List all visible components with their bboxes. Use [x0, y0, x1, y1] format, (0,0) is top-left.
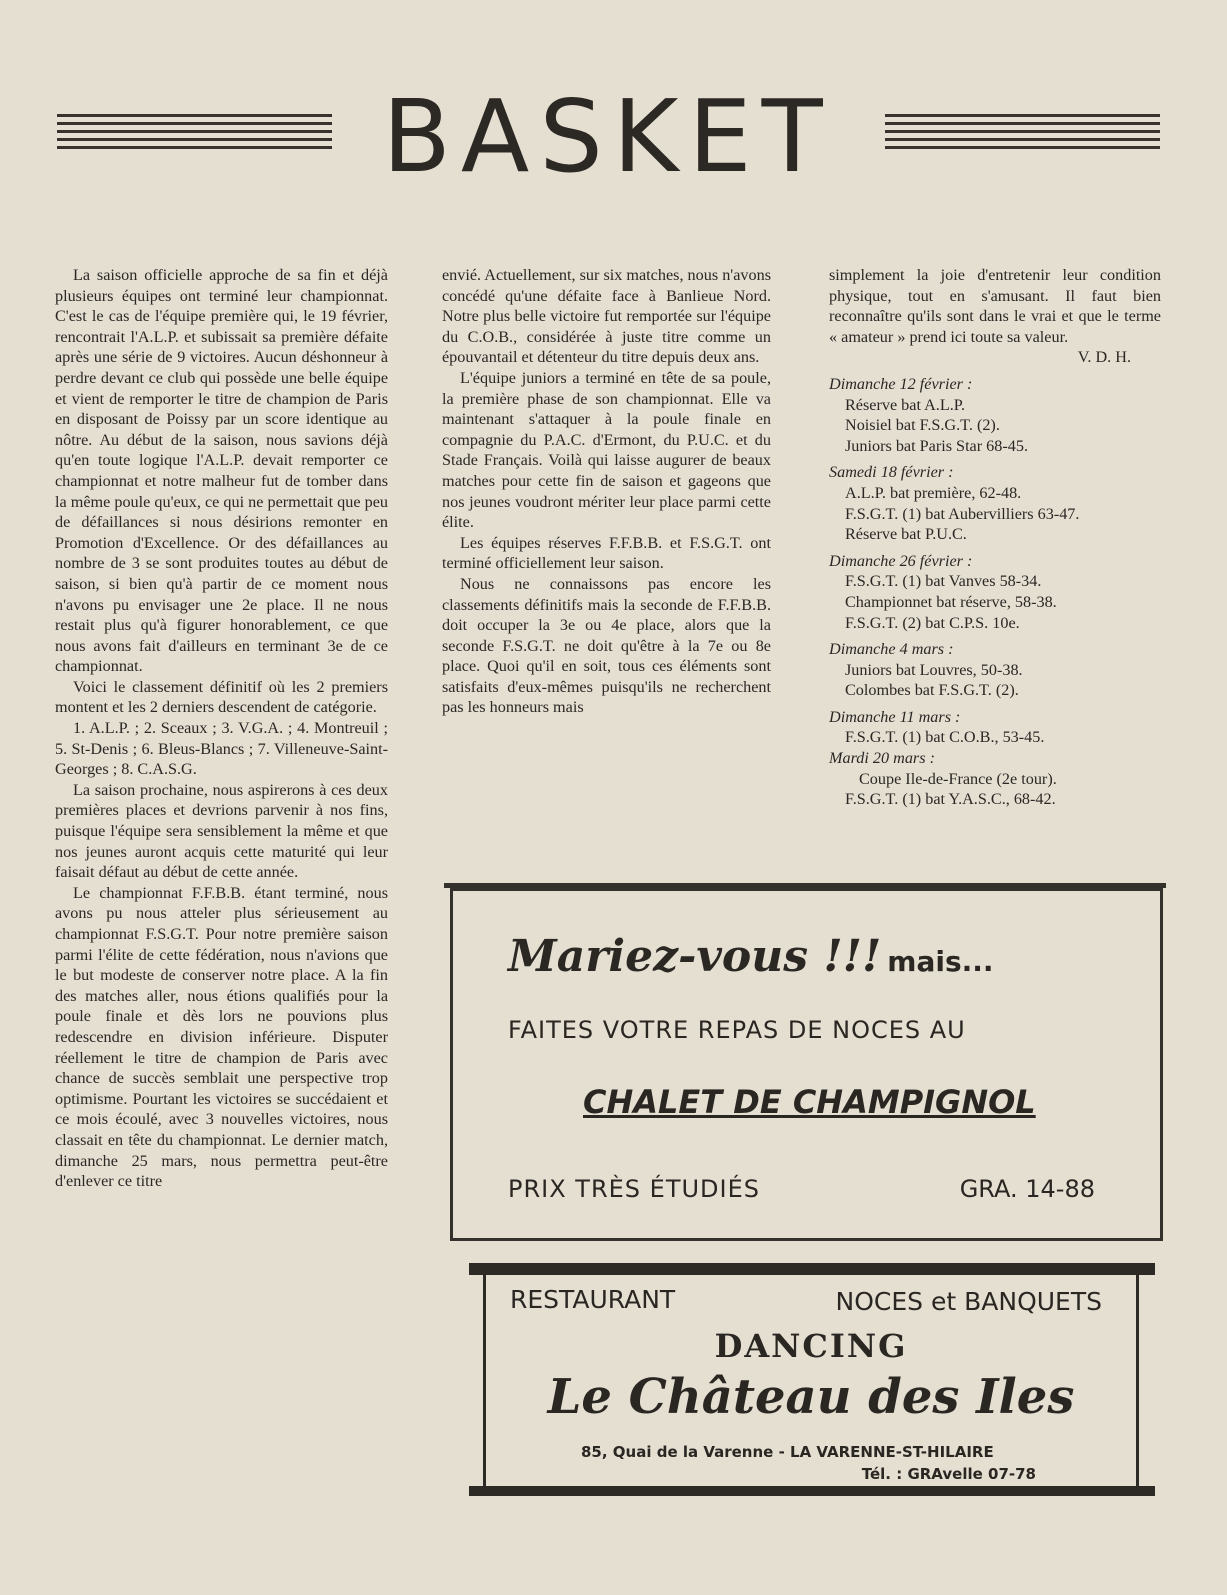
- article-column-2: [442, 265, 771, 718]
- result-date: Dimanche 11 mars :: [829, 707, 961, 726]
- ad-subline: FAITES VOTRE REPAS DE NOCES AU: [508, 1016, 966, 1044]
- result-group: [829, 551, 1161, 633]
- result-line: Juniors bat Louvres, 50-38.: [845, 660, 1023, 679]
- ad-noces-label: NOCES et BANQUETS: [835, 1287, 1102, 1316]
- result-line: Colombes bat F.S.G.T. (2).: [845, 681, 1019, 700]
- author-signature: V. D. H.: [1077, 348, 1131, 367]
- ad-venue-name: CHALET DE CHAMPIGNOL: [583, 1083, 1036, 1121]
- title-rule-right: [885, 114, 1160, 160]
- result-line: Noisiel bat F.S.G.T. (2).: [845, 416, 1000, 435]
- paragraph: simplement la joie d'entretenir leur condition physique, tout en s'amusant. Il faut bien reconnaître qu'ils sont dans le vrai et que le terme « amateur » prend ici toute sa valeur.: [829, 266, 1161, 346]
- result-group: [829, 707, 1161, 748]
- result-line: Réserve bat P.U.C.: [845, 525, 967, 544]
- result-group: [829, 374, 1161, 456]
- ad-price-text: PRIX TRÈS ÉTUDIÉS: [508, 1175, 761, 1203]
- paragraph: envié. Actuellement, sur six matches, nous n'avons concédé qu'une défaite face à Banlieue Nord. Notre plus belle victoire fut remportée sur l'équipe du C.O.B., considérée à juste titre comme un épouvantail et détenteur du titre depuis deux ans.: [442, 266, 771, 367]
- ad-phone: GRA. 14-88: [959, 1175, 1095, 1203]
- paragraph: 1. A.L.P. ; 2. Sceaux ; 3. V.G.A. ; 4. Montreuil ; 5. St-Denis ; 6. Bleus-Blancs ; 7. Villeneuve-Saint-Georges ; 8. C.A.S.G.: [55, 719, 388, 779]
- result-line: Championnet bat réserve, 58-38.: [845, 592, 1057, 611]
- result-date: Dimanche 4 mars :: [829, 640, 954, 659]
- article-column-1: [55, 265, 388, 1192]
- paragraph: La saison officielle approche de sa fin et déjà plusieurs équipes ont terminé leur championnat. C'est le cas de l'équipe première qui, le 19 février, rencontrait l'A.L.P. et subissait sa première défaite après une série de 9 victoires. Aucun déshonneur à perdre devant ce club qui possède une belle équipe et vient de remporter le titre de champion de Paris en disposant de Poissy par un score identique au nôtre. Au début de la saison, nous savions déjà qu'en toute logique l'A.L.P. devait remporter ce championnat et notre malheur fut de tomber dans la même poule qu'eux, ce qui ne permettait que peu de défaillances si nous désirions remonter en Promotion d'Excellence. Or des défaillances au nombre de 3 se sont produites toutes au début de saison, si bien qu'à partir de ce moment nous n'avons pu envisager une 2e place. Il ne nous restait plus qu'à figurer honorablement, ce que nous avons fait d'ailleurs en terminant 3e de ce championnat.: [55, 266, 388, 676]
- paragraph: Voici le classement définitif où les 2 premiers montent et les 2 derniers descendent de catégorie.: [55, 677, 388, 717]
- paragraph: L'équipe juniors a terminé en tête de sa poule, la première phase de son championnat. Elle va maintenant s'attaquer à la poule finale en compagnie du P.A.C. d'Ermont, du P.U.C. et du Stade Français. Voilà qui laisse augurer de beaux matches pour cette fin de saison et gageons que nos jeunes voudront mériter leur place parmi cette élite.: [442, 368, 771, 532]
- result-line: A.L.P. bat première, 62-48.: [845, 483, 1022, 502]
- advertisement-chalet: [450, 888, 1163, 1241]
- page-title: BASKET: [382, 78, 833, 195]
- ad-bottom-bar: [469, 1486, 1155, 1496]
- ad-phone: Tél. : GRAvelle 07-78: [861, 1465, 1036, 1483]
- paragraph: Le championnat F.F.B.B. étant terminé, nous avons pu nous atteler plus sérieusement au championnat F.S.G.T. Pour notre première saison parmi l'élite de cette fédération, nous n'avions que le but modeste de conserver notre place. A la fin des matches aller, nous étions qualifiés pour la poule finale et dès lors ne pouvions plus redescendre en division inférieure. Disputer réellement le titre de champion de Paris avec chance de succès semblait une perspective trop optimisme. Pourtant les victoires se succédaient et ce mois écoulé, avec 3 nouvelles victoires, nous classait en tête du championnat. Le dernier match, dimanche 25 mars, nous permettra peut-être d'enlever ce titre: [55, 883, 388, 1191]
- ad-dancing-label: DANCING: [714, 1327, 908, 1365]
- ad-address: 85, Quai de la Varenne - LA VARENNE-ST-HILAIRE: [581, 1443, 994, 1461]
- result-date: Dimanche 12 février :: [829, 374, 973, 393]
- title-rule-left: [57, 114, 332, 160]
- result-line: Réserve bat A.L.P.: [845, 395, 966, 414]
- result-line: F.S.G.T. (1) bat C.O.B., 53-45.: [845, 728, 1045, 747]
- ad-headline-text: Mariez-vous !!!: [508, 931, 882, 982]
- ad-top-bar: [469, 1263, 1155, 1275]
- result-line: Coupe Ile-de-France (2e tour).: [859, 769, 1057, 788]
- result-group: [829, 462, 1161, 544]
- result-group: [829, 748, 1161, 810]
- result-line: F.S.G.T. (1) bat Y.A.S.C., 68-42.: [845, 790, 1056, 809]
- result-date: Mardi 20 mars :: [829, 749, 935, 768]
- paragraph: Nous ne connaissons pas encore les classements définitifs mais la seconde de F.F.B.B. doit occuper la 3e ou 4e place, alors que la seconde F.S.G.T. ne doit qu'être à la 7e ou 8e place. Quoi qu'il en soit, tous ces éléments sont satisfaits d'eux-mêmes puisqu'ils ne recherchent pas les honneurs mais: [442, 574, 771, 717]
- paragraph: Les équipes réserves F.F.B.B. et F.S.G.T. ont terminé officiellement leur saison.: [442, 533, 771, 573]
- ad-headline: [508, 931, 994, 982]
- result-line: Juniors bat Paris Star 68-45.: [845, 436, 1028, 455]
- result-line: F.S.G.T. (1) bat Vanves 58-34.: [845, 572, 1042, 591]
- result-group: [829, 639, 1161, 701]
- ad-restaurant-label: RESTAURANT: [510, 1285, 676, 1314]
- paragraph: La saison prochaine, nous aspirerons à ces deux premières places et devrions parvenir à nos fins, puisque l'équipe sera sensiblement la même et que nos jeunes auront acquis cette maturité qui leur faisait défaut au début de cette année.: [55, 780, 388, 882]
- ad-venue-name: Le Château des Iles: [547, 1369, 1075, 1425]
- ad-headline-mais: mais...: [887, 945, 994, 978]
- result-date: Samedi 18 février :: [829, 463, 954, 482]
- article-column-3: [829, 265, 1161, 810]
- result-date: Dimanche 26 février :: [829, 551, 973, 570]
- result-line: F.S.G.T. (1) bat Aubervilliers 63-47.: [845, 504, 1080, 523]
- advertisement-chateau: [483, 1275, 1139, 1486]
- result-line: F.S.G.T. (2) bat C.P.S. 10e.: [845, 613, 1020, 632]
